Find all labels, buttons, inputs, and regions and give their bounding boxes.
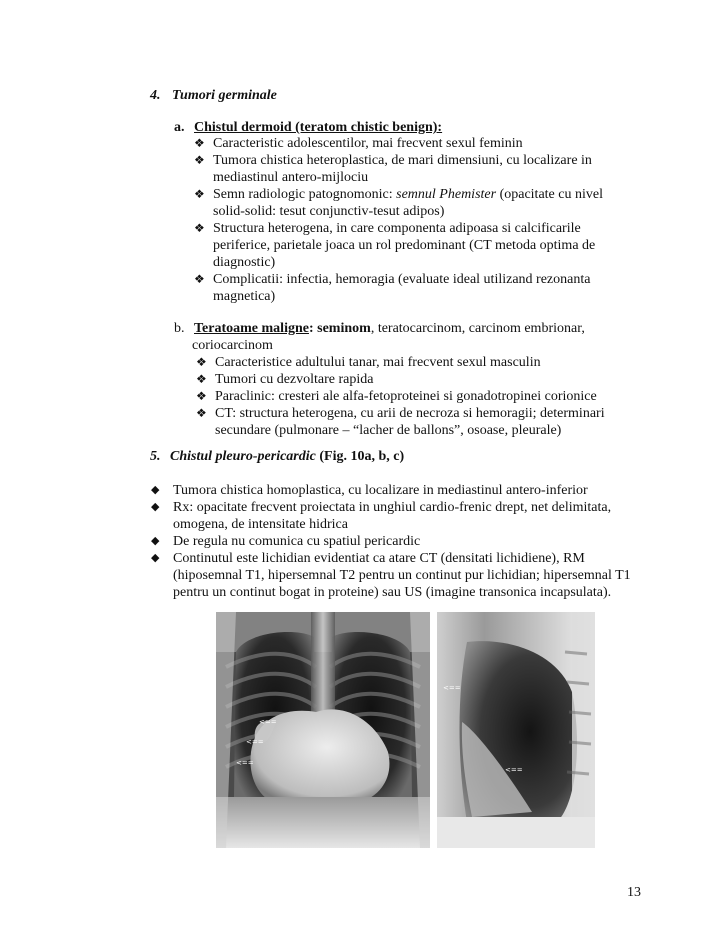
- bullet-text: Complicatii: infectia, hemoragia (evaluate ideal utilizand rezonanta: [213, 272, 591, 287]
- diamond-dots-icon: ❖: [194, 272, 205, 286]
- diamond-dots-icon: ❖: [194, 221, 205, 235]
- diamond-dots-icon: ❖: [194, 187, 205, 201]
- xray-lateral-drawing: [437, 612, 595, 848]
- bullet-text: Structura heterogena, in care componenta adipoasa si calcificarile: [213, 221, 581, 236]
- bullet-text-cont: magnetica): [213, 289, 276, 304]
- section-number: 5.: [150, 449, 161, 464]
- text-run: Semn radiologic patognomonic:: [213, 187, 397, 202]
- subsection-title: Teratoame maligne: [194, 321, 309, 336]
- subsection-label: b.: [174, 321, 185, 336]
- diamond-dots-icon: ❖: [196, 372, 207, 386]
- section-4-heading: [150, 87, 277, 104]
- bullet-text: Caracteristic adolescentilor, mai frecvent sexul feminin: [213, 136, 523, 151]
- chest-xray-lateral-image: [437, 612, 595, 848]
- diamond-dots-icon: ❖: [196, 389, 207, 403]
- bullet-text: Tumora chistica homoplastica, cu localizare in mediastinul antero-inferior: [173, 483, 588, 498]
- bullet-text: Continutul este lichidian evidentiat ca atare CT (densitati lichidiene), RM: [173, 551, 585, 566]
- bullet-text: [213, 186, 603, 203]
- svg-text:<==: <==: [259, 718, 277, 726]
- diamond-icon: ◆: [151, 535, 160, 547]
- bullet-text-cont: omogena, de intensitate hidrica: [173, 517, 348, 532]
- diamond-icon: ◆: [151, 484, 160, 496]
- svg-text:<==: <==: [236, 759, 254, 767]
- text-run-italic: semnul Phemister: [396, 187, 497, 202]
- text-run: , teratocarcinom, carcinom embrionar,: [370, 321, 585, 336]
- bullet-text-cont: diagnostic): [213, 255, 276, 270]
- subsection-title: Chistul dermoid (teratom chistic benign):: [194, 120, 443, 135]
- bullet-text-cont: solid-solid: tesut conjunctiv-tesut adipos): [213, 204, 445, 219]
- text-run-bold: seminom: [317, 321, 371, 336]
- svg-text:<==: <==: [443, 684, 461, 692]
- bullet-text: De regula nu comunica cu spatiul pericardic: [173, 534, 421, 549]
- bullet-text: Rx: opacitate frecvent proiectata in unghiul cardio-frenic drept, net delimitata,: [173, 500, 612, 515]
- diamond-dots-icon: ❖: [196, 355, 207, 369]
- text-run: (opacitate cu nivel: [496, 187, 603, 202]
- bullet-text-cont: mediastinul antero-mijlociu: [213, 170, 369, 185]
- text-run: :: [308, 321, 318, 336]
- bullet-text-cont: periferice, parietale joaca un rol predominant (CT metoda optima de: [213, 238, 596, 253]
- bullet-text-cont: (hiposemnal T1, hipersemnal T2 pentru un continut pur lichidian; hipersemnal T1: [173, 568, 631, 583]
- diamond-dots-icon: ❖: [194, 136, 205, 150]
- subsection-b-cont: coriocarcinom: [192, 338, 273, 353]
- chest-xray-frontal-image: [216, 612, 430, 848]
- bullet-text: Tumori cu dezvoltare rapida: [215, 372, 374, 387]
- diamond-dots-icon: ❖: [196, 406, 207, 420]
- bullet-text: CT: structura heterogena, cu arii de necroza si hemoragii; determinari: [215, 406, 605, 421]
- bullet-text: Paraclinic: cresteri ale alfa-fetoproteinei si gonadotropinei corionice: [215, 389, 597, 404]
- diamond-dots-icon: ❖: [194, 153, 205, 167]
- bullet-text: Tumora chistica heteroplastica, de mari dimensiuni, cu localizare in: [213, 153, 592, 168]
- section-title: Tumori germinale: [172, 88, 277, 103]
- diamond-icon: ◆: [151, 501, 160, 513]
- diamond-icon: ◆: [151, 552, 160, 564]
- section-number: 4.: [150, 88, 161, 103]
- subsection-b-heading: [174, 320, 585, 337]
- subsection-a-heading: [174, 119, 442, 136]
- svg-text:<==: <==: [246, 738, 264, 746]
- bullet-text-cont: secundare (pulmonare – “lacher de ballons”, osoase, pleurale): [215, 423, 562, 438]
- section-5-heading: [150, 448, 404, 465]
- xray-frontal-drawing: [216, 612, 430, 848]
- svg-text:<==: <==: [505, 766, 523, 774]
- figure-reference: (Fig. 10a, b, c): [319, 449, 405, 464]
- page-number: 13: [627, 885, 641, 900]
- bullet-text-cont: pentru un continut bogat in proteine) sau US (imagine transonica incapsulata).: [173, 585, 612, 600]
- section-title: Chistul pleuro-pericardic: [170, 449, 316, 464]
- subsection-label: a.: [174, 120, 185, 135]
- bullet-text: Caracteristice adultului tanar, mai frecvent sexul masculin: [215, 355, 541, 370]
